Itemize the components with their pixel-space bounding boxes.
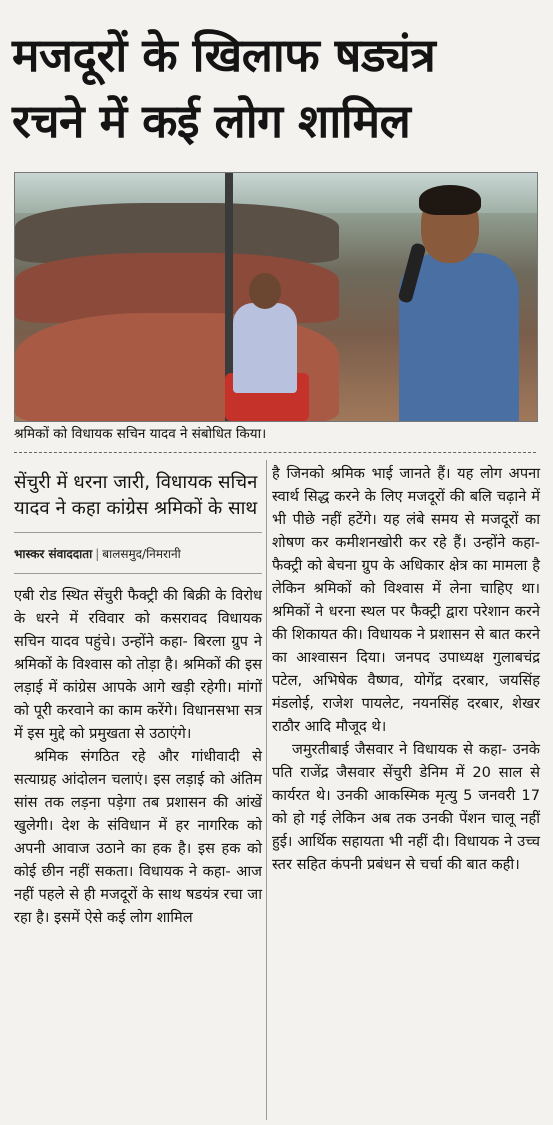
byline-divider	[14, 532, 262, 533]
news-photo	[14, 172, 538, 422]
photo-seated-head	[249, 273, 281, 309]
photo-seated-man	[233, 303, 297, 393]
byline-agency: भास्कर संवाददाता	[14, 547, 93, 561]
article-subhead: सेंचुरी में धरना जारी, विधायक सचिन यादव ने कहा कांग्रेस श्रमिकों के साथ	[14, 472, 258, 519]
headline-line-1: मजदूरों के खिलाफ षड्यंत्र	[12, 28, 436, 82]
caption-divider	[14, 452, 536, 453]
right-paragraph-2: जमुरतीबाई जैसवार ने विधायक से कहा- उनके पति राजेंद्र जैसवार सेंचुरी डेनिम में 20 साल से कार्यरत थे। उनकी आकस्मिक मृत्यु 5 जनवरी 17 को हो गई लेकिन अब तक उनकी पेंशन चालू नहीं हुई। आर्थिक सहायता भी नहीं दी। विधायक ने उच्च स्तर सहित कंपनी प्रबंधन से चर्चा की बात कही।	[272, 741, 540, 873]
headline-line-2: रचने में कई लोग शामिल	[12, 94, 411, 148]
right-column	[272, 462, 540, 876]
byline-place: बालसमुद/निमरानी	[102, 547, 181, 561]
right-paragraph-1: है जिनको श्रमिक भाई जानते हैं। यह लोग अपना स्वार्थ सिद्ध करने के लिए मजदूरों की बलि चढ़ाने में भी पीछे नहीं हटेंगे। यह लंबे समय से मजदूरों का शोषण कर कमीशनखोरी कर रहे हैं। उन्होंने कहा- फैक्ट्री को बेचना ग्रुप के अधिकार क्षेत्र का मामला है लेकिन श्रमिकों को विश्वास में लेना चाहिए था। श्रमिकों ने धरना स्थल पर फैक्ट्री द्वारा परेशान करने की शिकायत की। विधायक ने प्रशासन से बात करने का आश्वासन दिया। जनपद उपाध्यक्ष गुलाबचंद्र पटेल, अभिषेक वैष्णव, योगेंद्र दरबार, जयसिंह मंडलोई, राजेश पायलेट, नयनसिंह दरबार, शेखर राठौर आदि मौजूद थे।	[272, 465, 540, 735]
byline	[14, 545, 262, 563]
left-paragraph-2: श्रमिक संगठित रहे और गांधीवादी से सत्याग्रह आंदोलन चलाएं। इस लड़ाई को अंतिम सांस तक लड़ना पड़ेगा तब प्रशासन की आंखें खुलेगी। देश के संविधान में हर नागरिक को अपनी आवाज उठाने का हक है। इस हक को कोई छीन नहीं सकता। विधायक ने कहा- आज नहीं पहले से ही मजदूरों के साथ षडयंत्र रचा जा रहा है। इसमें ऐसे कई लोग शामिल	[14, 748, 262, 926]
byline-bottom-divider	[14, 573, 262, 574]
left-paragraph-1: एबी रोड स्थित सेंचुरी फैक्ट्री की बिक्री के विरोध के धरने में रविवार को कसरावद विधायक सचिन यादव पहुंचे। उन्होंने कहा- बिरला ग्रुप ने श्रमिकों के विश्वास को तोड़ा है। श्रमिकों की इस लड़ाई में कांग्रेस आपके आगे खड़ी रहेगी। मांगों को पूरी करवाने का काम करेंगे। विधानसभा सत्र में इस मुद्दे को प्रमुखता से उठाएंगे।	[14, 587, 262, 742]
left-column	[14, 460, 262, 929]
photo-speaker-hair	[419, 185, 481, 215]
headline	[12, 22, 542, 154]
photo-caption: श्रमिकों को विधायक सचिन यादव ने संबोधित किया।	[14, 426, 267, 442]
byline-separator: |	[95, 547, 100, 561]
column-divider	[266, 460, 267, 1120]
